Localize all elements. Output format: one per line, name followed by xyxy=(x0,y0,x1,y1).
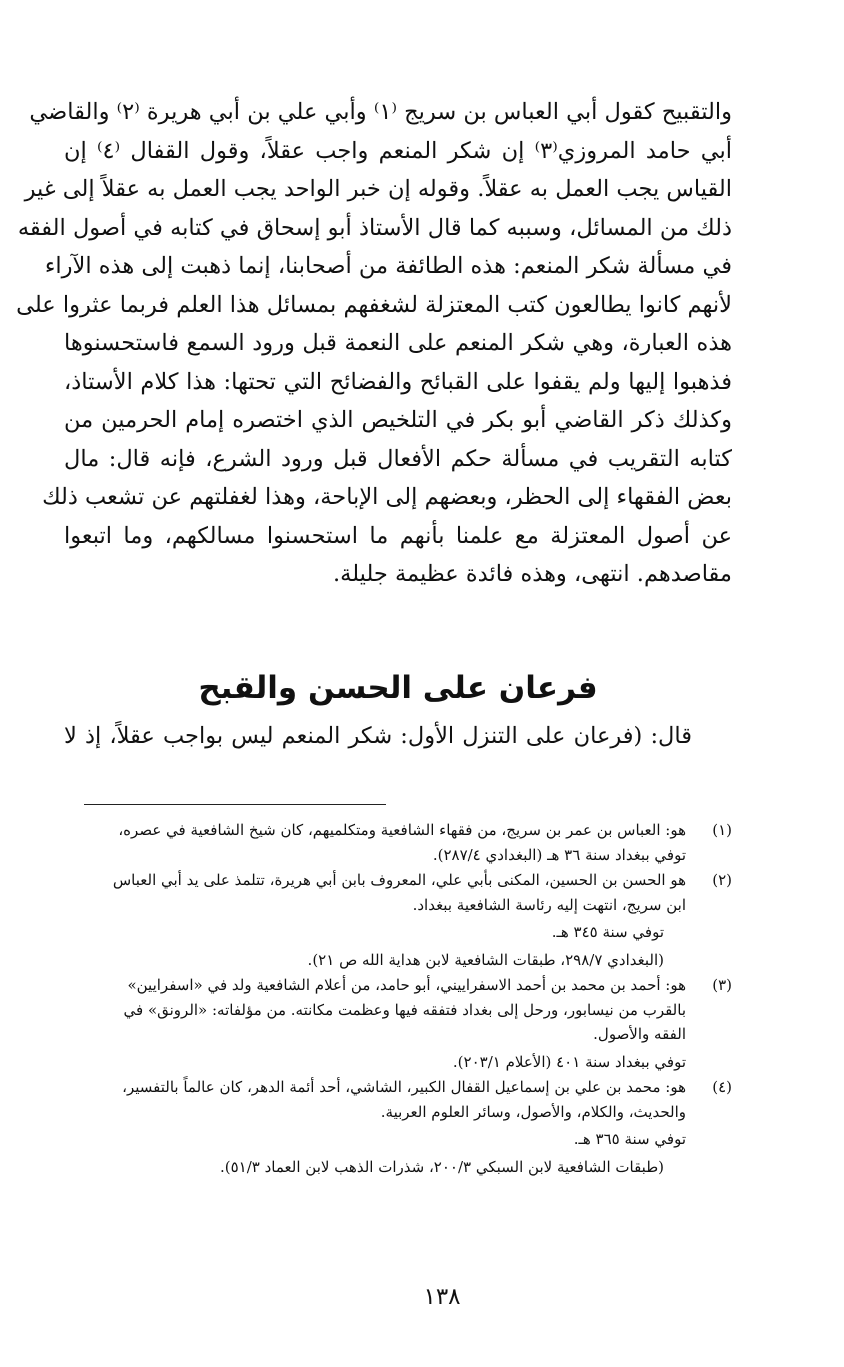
footnote-line: (البغدادي ٢٩٨/٧، طبقات الشافعية لابن هداية الله ص ٢١). xyxy=(307,950,664,969)
text-line: فذهبوا إليها ولم يقفوا على القبائح والفضائح التي تحتها: هذا كلام الأستاذ، xyxy=(64,368,732,395)
footnote-2 xyxy=(64,868,732,972)
footnote-line: (طبقات الشافعية لابن السبكي ٢٠٠/٣، شذرات الذهب لابن العماد ٥١/٣). xyxy=(219,1157,664,1176)
main-text xyxy=(16,93,732,594)
heading-following-line: قال: (فرعان على التنزل الأول: شكر المنعم ليس بواجب عقلاً، إذ لا xyxy=(64,723,692,749)
footnote-separator xyxy=(84,804,386,805)
text-line: في مسألة شكر المنعم: هذه الطائفة من أصحابنا، إنما ذهبت إلى هذه الآراء xyxy=(44,253,732,279)
text-line: والتقبيح كقول أبي العباس بن سريج ⁽١⁾ وأبي علي بن أبي هريرة ⁽٢⁾ والقاضي xyxy=(29,99,732,125)
page-number: ١٣٨ xyxy=(423,1284,461,1310)
text-line: وكذلك ذكر القاضي أبو بكر في التلخيص الذي اختصره إمام الحرمين من xyxy=(64,407,732,433)
footnote-number: (١) xyxy=(712,821,732,839)
text-line: هذه العبارة، وهي شكر المنعم على النعمة قبل ورود السمع فاستحسنوها xyxy=(64,330,732,356)
footnote-line: الفقه والأصول. xyxy=(593,1025,686,1043)
footnote-4 xyxy=(64,1075,732,1179)
text-line: مقاصدهم. انتهى، وهذه فائدة عظيمة جليلة. xyxy=(332,561,732,587)
footnote-line: هو: العباس بن عمر بن سريج، من فقهاء الشافعية ومتكلميهم، كان شيخ الشافعية في عصره، xyxy=(118,821,686,839)
footnote-line: بالقرب من نيسابور، ورحل إلى بغداد فتفقه فيها وعظمت مكانته. من مؤلفاته: «الرونق» في xyxy=(123,1000,686,1019)
text-line: عن أصول المعتزلة مع علمنا بأنهم ما استحسنوا مسالكهم، وما اتبعوا xyxy=(64,522,732,549)
footnote-line: توفي سنة ٣٦٥ هـ. xyxy=(573,1130,686,1148)
footnote-line: توفي ببغداد سنة ٤٠١ (الأعلام ٢٠٣/١). xyxy=(452,1052,686,1071)
footnote-line: ابن سريج، انتهت إليه رئاسة الشافعية ببغداد. xyxy=(412,895,686,914)
footnote-line: هو: محمد بن علي بن إسماعيل القفال الكبير، الشاشي، أحد أئمة الدهر، كان عالماً بالتفسير، xyxy=(122,1078,686,1096)
footnote-line: توفي ببغداد سنة ٣٦ هـ (البغدادي ٢٨٧/٤). xyxy=(432,845,686,864)
text-line: كتابه التقريب في مسألة حكم الأفعال قبل ورود الشرع، فإنه قال: مال xyxy=(64,445,732,472)
text-line: أبي حامد المروزي⁽٣⁾ إن شكر المنعم واجب عقلاً، وقول القفال ⁽٤⁾ إن xyxy=(64,137,732,164)
footnote-line: توفي سنة ٣٤٥ هـ. xyxy=(551,923,664,941)
footnotes xyxy=(64,818,732,1180)
text-line: لأنهم كانوا يطالعون كتب المعتزلة لشغفهم بمسائل هذا العلم فربما عثروا على xyxy=(16,291,732,318)
text-line: القياس يجب العمل به عقلاً. وقوله إن خبر الواحد يجب العمل به عقلاً إلى غير xyxy=(24,176,732,202)
footnote-line: هو الحسن بن الحسين، المكنى بأبي علي، المعروف بابن أبي هريرة، تتلمذ على يد أبي العباس xyxy=(112,871,686,889)
footnote-number: (٢) xyxy=(712,871,732,889)
footnote-line: والحديث، والكلام، والأصول، وسائر العلوم العربية. xyxy=(380,1102,686,1121)
footnote-1 xyxy=(64,818,732,867)
footnote-3 xyxy=(64,973,732,1074)
footnote-line: هو: أحمد بن محمد بن أحمد الاسفراييني، أبو حامد، من أعلام الشافعية ولد في «اسفرايين» xyxy=(127,976,686,994)
footnote-number: (٤) xyxy=(712,1078,732,1096)
text-line: ذلك من المسائل، وسببه كما قال الأستاذ أبو إسحاق في كتابه في أصول الفقه xyxy=(17,214,732,241)
text-line: بعض الفقهاء إلى الحظر، وبعضهم إلى الإباحة، وهذا لغفلتهم عن تشعب ذلك xyxy=(42,484,732,510)
footnote-number: (٣) xyxy=(712,976,732,994)
section-heading: فرعان على الحسن والقبح xyxy=(198,670,598,706)
